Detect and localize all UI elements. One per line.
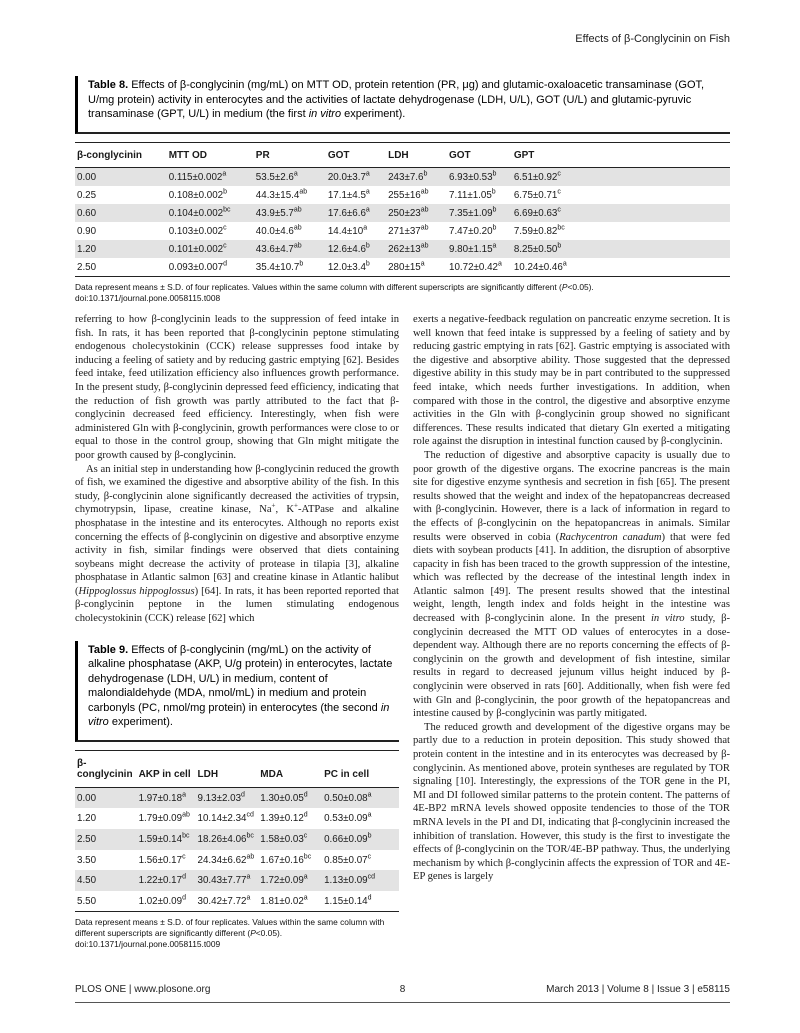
table-cell: 10.24±0.46$^a$ [513,260,567,274]
table-cell: 1.13±0.09$^{cd}$ [322,870,399,891]
table-cell: 0.093±0.007$^d$ [168,260,228,274]
table-cell: 0.108±0.002$^b$ [168,188,228,202]
paragraph: referring to how β-conglycinin leads to the suppression of feed intake in fish. In rats, it has been reported that β-conglycinin peptone stimulating endogenous cholecystokinin (CCK) release suppresses food intake by inducing a feeling of satiety and by reducing gastric emptying [62]. Besides feed intake, feed utilization efficiency also influences growth performance. In the present study, β-conglycinin depressed feed efficiency, indicating that the reduction of fish growth was partly attributed to the fact that β-conglycinin decreased feed efficiency. Interestingly, when fish were administered Gln with β-conglycinin, growth performances were close to or equal to those in the control group, showing that Gln might mitigate the poor growth caused by β-conglycinin. [75,314,399,461]
table-cell: 243±7.6$^b$ [386,168,447,187]
table-cell: 0.00 [75,168,167,187]
table-cell: $280\pm 15^a$ [388,260,425,274]
table-cell: 4.50 [75,870,137,891]
table-row [75,204,730,222]
table-cell: 35.4±10.7$^b$ [255,260,304,274]
table-row [75,870,399,891]
table9-footnote: Data represent means ± S.D. of four replicates. Values within the same column with different superscripts are significantly different (P<0.05). [75,917,385,939]
table-cell: 40.0±4.6$^{ab}$ [255,224,302,238]
table-cell: 12.6±4.6$^b$ [326,240,386,258]
footer-journal: PLOS ONE | www.plosone.org [75,984,211,995]
table-cell: 44.3±15.4$^{ab}$ [255,188,308,202]
table-cell: $271\pm 37^{ab}$ [388,224,429,238]
table-row [75,829,399,850]
table8-caption [75,76,730,134]
table-row [75,168,730,187]
table9-body [75,787,399,912]
table9-block [75,641,399,950]
table8-block [75,76,730,304]
footer-issue-info: March 2013 | Volume 8 | Issue 3 | e58115 [546,984,730,995]
paragraph: The reduced growth and development of the digestive organs may be partly due to a reduction in protein deposition. This study showed that protein content in the intestine and in its enterocytes was decreased by β-conglycinin. As mentioned above, protein syntheses are regulated by TOR signaling [10]. Interestingly, the expressions of the TOR gene in the PI, MI and DI followed similar patterns to the protein content. The patterns of 4E-BP2 mRNA levels showed opposite tendencies to those of the TOR mRNA levels in the PI and DI, indicating that β-conglycinin increased the inhibition of translation. However, this study is the first to investigate the effects of β-conglycinin on the TOR/4E-BP pathway. Thus, the underlying mechanism by which β-conglycinin affects the expression of TOR and 4E-EP genes is largely [413,721,730,883]
table-cell: 1.39±0.12$^d$ [260,812,308,825]
table-cell: 3.50 [77,854,97,866]
table-cell: 7.59±0.82$^{bc}$ [513,224,565,238]
table-cell: 0.90 [77,226,97,238]
table-cell: 1.02±0.09$^d$ [138,894,186,907]
table-cell: 2.50 [77,262,97,274]
table8-body [75,168,730,277]
running-head: Effects of β-Conglycinin on Fish [575,33,730,45]
table-row [75,258,730,277]
table-cell: 12.0±3.4$^b$ [327,260,370,274]
column-header: AKP in cell [137,750,196,787]
column-header: GPT [512,142,730,168]
table-cell: 6.69±0.63$^c$ [512,204,730,222]
table8-caption-text: Effects of β-conglycinin (mg/mL) on MTT OD, protein retention (PR, μg) and glutamic-oxaloacetic transaminase (GOT, U/mg protein) activity in enterocytes and the activities of lactate dehydrogenase (LDH, U/L), GOT (U/L) and glutamic-pyruvic transaminase (GPT, U/L) in medium (the first in vitro experiment). [88,79,705,121]
column-header: PC in cell [322,750,399,787]
table-cell: 43.6±4.7$^{ab}$ [254,240,326,258]
table-cell: 0.103±0.002$^c$ [168,224,227,238]
column-header: GOT [326,142,386,168]
table-row [75,222,730,240]
column-header: PR [254,142,326,168]
table-cell: 0.101±0.002$^c$ [167,240,254,258]
table-cell: 0.115±0.002$^a$ [167,168,254,187]
column-header: β-conglycinin [75,142,167,168]
table-cell: $14.4\pm 10^a$ [327,224,368,238]
table-cell: 2.50 [75,829,137,850]
table-cell: 1.59±0.14$^{bc}$ [137,829,196,850]
table-cell: 0.104±0.002$^{bc}$ [167,204,254,222]
table-cell: 1.22±0.17$^d$ [137,870,196,891]
table-cell: 8.25±0.50$^b$ [512,240,730,258]
column-header: LDH [196,750,259,787]
table-row [75,850,399,871]
table-cell: 0.50±0.08$^a$ [322,787,399,808]
table-cell: 6.75±0.71$^c$ [513,188,561,202]
table-cell: 0.60 [75,204,167,222]
table-cell: 0.25 [77,190,97,202]
table-cell: 5.50 [77,895,97,907]
table9-header-row [75,750,399,787]
table-cell: 1.56±0.17$^c$ [138,853,186,866]
paragraph: As an initial step in understanding how β-conglycinin reduced the growth of fish, we examined the digestive and absorptive ability of the fish. In this study, β-conglycinin alone significantly decreased the activities of trypsin, chymotrypsin, lipase, creatine kinase, Na+, K+-ATPase and alkaline phosphatase in the intestine and its enterocytes. Although no reports exist concerning the effects of β-conglycinin on digestive and absorptive enzyme activity in fish, similar findings were observed that diets containing soybeans might decrease the activity of protease in tilapia [3], alkaline phosphatase in Atlantic salmon [63] and creatine kinase in Atlantic halibut (Hippoglossus hippoglossus) [64]. In rats, it has been reported reported that β-conglycinin peptone in the lumen stimulating endogenous cholecystokinin (CCK) release [62] which [75,463,400,625]
table-cell: $250\pm 23^{ab}$ [386,204,447,222]
table-cell: 9.80±1.15$^a$ [447,240,512,258]
table-row [75,787,399,808]
table9 [75,750,399,913]
table-cell: 10.72±0.42$^a$ [449,260,502,274]
table8-caption-label: Table 8. [88,79,129,91]
table-row [75,891,399,912]
paragraph: The reduction of digestive and absorptive capacity is usually due to poor growth of the digestive organs. The exocrine pancreas is the main site for digestive enzyme synthesis and secretion in fish [65]. The present results showed that the weight and index of the hepatopancreas decreased with β-conglycinin. However, there is a lack of information in regard to the effects of β-conglycinin on the hepatopancreas in animals. Similar results were observed in cobia (Rachycentron canadum) that were fed diets with soybean products [41]. In addition, the disruption of absorptive capacity in fish has been traced to the growth suppression of the intestine, which was reflected by the decrease of the intestinal length index in Atlantic salmon [49]. The present results showed that the intestinal weight, length, length index and folds height in the intestine was decreased with β-conglycinin alone. In the present in vitro study, β-conglycinin decreased the MTT OD values of enterocytes in a dose-dependent way. Although there are no reports concerning the effects of β-conglycinin on the growth and development of fish intestine, similar results in regard to decreased jejunum villus height induced by β-conglycinin were observed in rats [60]. Additionally, when fish were fed with Gln and β-conglycinin, the poor growth of the hepatopancreas and intestine caused by β-conglycinin was partly mitigated. [413,449,731,720]
table-cell: 17.1±4.5$^a$ [327,188,370,202]
table-cell: 43.9±5.7$^{ab}$ [254,204,326,222]
table9-doi: doi:10.1371/journal.pone.0058115.t009 [75,939,221,950]
table-cell: 24.34±6.62$^{ab}$ [197,853,255,866]
table-cell: 0.00 [75,787,137,808]
column-header: MTT OD [167,142,254,168]
table8-footnote: Data represent means ± S.D. of four replicates. Values within the same column with different superscripts are significantly different (P<0.05). [75,282,594,293]
table9-caption-text: Effects of β-conglycinin (mg/mL) on the activity of alkaline phosphatase (AKP, U/g protein) in enterocytes, lactate dehydrogenase (LDH, U/L) in medium, content of malondialdehyde (MDA, nmol/mL) in medium and protein carbonyls (PC, nmol/mg protein) in enterocytes (the second in vitro experiment). [88,643,393,729]
table-cell: 30.42±7.72$^a$ [197,894,251,907]
table-cell: 7.11±1.05$^b$ [449,188,496,202]
table-row [75,240,730,258]
table-cell: 7.47±0.20$^b$ [449,224,497,238]
table-cell: 1.15±0.14$^d$ [324,894,372,907]
table-cell: 1.67±0.16$^{bc}$ [260,853,312,866]
table-cell: 10.14±2.34$^{cd}$ [197,812,254,825]
table-cell: 1.20 [75,240,167,258]
table-cell: $255\pm 16^{ab}$ [388,188,429,202]
table-cell: 6.93±0.53$^b$ [447,168,512,187]
table8-doi: doi:10.1371/journal.pone.0058115.t008 [75,292,221,303]
table-cell: 30.43±7.77$^a$ [196,870,259,891]
table8 [75,142,730,278]
table-cell: 20.0±3.7$^a$ [326,168,386,187]
table9-caption [75,641,399,742]
table9-caption-label: Table 9. [88,643,129,656]
table-cell: 1.58±0.03$^c$ [258,829,322,850]
column-header: MDA [258,750,322,787]
column-header: LDH [386,142,447,168]
table-cell: 1.81±0.02$^a$ [260,894,308,907]
column-header: β-conglycinin [75,750,137,787]
table-cell: 53.5±2.6$^a$ [254,168,326,187]
table-cell: 9.13±2.03$^d$ [196,787,259,808]
table-cell: 7.35±1.09$^b$ [447,204,512,222]
column-header: GOT [447,142,512,168]
table8-header-row [75,142,730,168]
table-cell: 1.20 [77,813,97,825]
table-cell: 1.97±0.18$^a$ [137,787,196,808]
table-cell: 0.53±0.09$^a$ [324,812,372,825]
table-row [75,186,730,204]
table-cell: $262\pm 13^{ab}$ [386,240,447,258]
table-cell: 0.66±0.09$^b$ [322,829,399,850]
body-column-left [75,313,399,950]
table-cell: 6.51±0.92$^c$ [512,168,730,187]
footer-page-number: 8 [399,984,406,995]
table-cell: 1.30±0.05$^d$ [258,787,322,808]
table-cell: 1.72±0.09$^a$ [258,870,322,891]
page-footer [75,984,730,1003]
table-cell: 17.6±6.6$^a$ [326,204,386,222]
table-cell: 1.79±0.09$^{ab}$ [138,812,190,825]
table-cell: 18.26±4.06$^{bc}$ [196,829,259,850]
table-row [75,808,399,829]
paragraph: exerts a negative-feedback regulation on pancreatic enzyme secretion. It is well known that feed intake is suppressed by a feeling of satiety and by reducing gastric emptying in rats [62]. Gastric emptying is associated with the digestive and absorptive ability. Those suggested that the depressed digestive ability in this study may be in part contributed to the suppressed feed intake, which needs further investigations. In addition, when compared with those in the control, the digestive and absorptive enzyme activities in the Gln with β-conglycinin group showed no significant differences. These results indicated that dietary Gln exerted a mitigating role against the disruption in intestinal function caused by β-conglycinin. [413,314,730,448]
body-column-right [413,313,730,884]
table-cell: 0.85±0.07$^c$ [324,853,372,866]
